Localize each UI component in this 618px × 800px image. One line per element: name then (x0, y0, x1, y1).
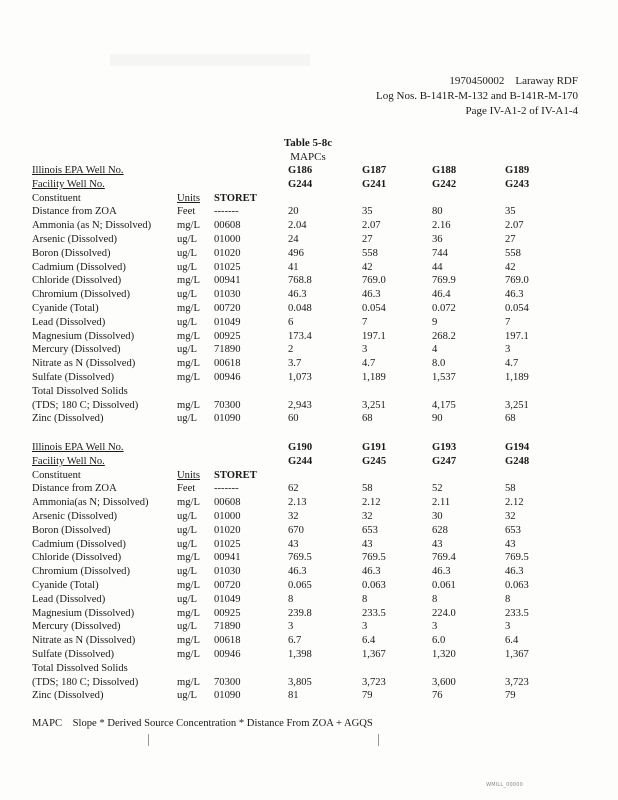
value-cell: 1,398 (288, 648, 312, 660)
value-cell: 79 (362, 690, 373, 702)
value-cell: 3 (432, 621, 438, 633)
value-cell: 0.054 (362, 302, 386, 314)
well-number: G188 (432, 165, 457, 176)
value-cell: 43 (288, 538, 299, 550)
value-cell: 233.5 (505, 607, 529, 619)
unit-cell: mg/L (177, 607, 200, 619)
unit-cell: mg/L (177, 497, 200, 509)
table-row (32, 399, 592, 413)
table-row (32, 343, 592, 357)
value-cell: 268.2 (432, 330, 456, 342)
unit-cell: ug/L (177, 316, 198, 328)
value-cell: 46.3 (288, 566, 307, 578)
value-cell: 42 (505, 261, 516, 273)
storet-code: ------- (214, 206, 239, 218)
storet-code: 70300 (214, 676, 241, 688)
well-number-row (32, 164, 592, 178)
value-cell: 4,175 (432, 399, 456, 411)
storet-code: 71890 (214, 344, 241, 356)
facility-well-number: G244 (288, 178, 313, 190)
constituent-name: Mercury (Dissolved) (32, 344, 121, 356)
value-cell: 58 (505, 483, 516, 495)
epa-well-label: Illinois EPA Well No. (32, 165, 124, 176)
value-cell: 4 (432, 344, 438, 356)
well-number-row (32, 441, 592, 455)
well-number: G190 (288, 442, 313, 453)
storet-code: 00946 (214, 648, 241, 660)
value-cell: 79 (505, 690, 516, 702)
table-row (32, 634, 592, 648)
storet-header: STORET (214, 192, 257, 204)
storet-code: 00941 (214, 552, 241, 564)
value-cell: 32 (362, 510, 373, 522)
storet-code: 00720 (214, 302, 241, 314)
constituent-name: Sulfate (Dissolved) (32, 371, 115, 383)
unit-cell: ug/L (177, 344, 198, 356)
unit-cell: ug/L (177, 593, 198, 605)
constituent-name: Magnesium (Dissolved) (32, 607, 135, 619)
header-id-line: 1970450002 Laraway RDF (449, 75, 578, 87)
value-cell: 32 (288, 510, 299, 522)
facility-well-number: G247 (432, 455, 457, 467)
value-cell: 8 (362, 593, 368, 605)
value-cell: 8 (505, 593, 511, 605)
table-row (32, 330, 592, 344)
value-cell: 8 (432, 593, 438, 605)
facility-well-number: G245 (362, 455, 387, 467)
value-cell: 68 (362, 413, 373, 425)
storet-code: 00608 (214, 497, 241, 509)
storet-code: 01049 (214, 593, 241, 605)
unit-cell: ug/L (177, 566, 198, 578)
table-caption (268, 136, 348, 164)
value-cell: 46.3 (288, 289, 307, 301)
storet-code: 01025 (214, 261, 241, 273)
facility-well-row (32, 178, 592, 192)
value-cell: 81 (288, 690, 299, 702)
value-cell: 2.07 (505, 220, 524, 232)
constituent-name: Chromium (Dissolved) (32, 566, 130, 578)
value-cell: 2,943 (288, 399, 312, 411)
epa-well-label: Illinois EPA Well No. (32, 442, 124, 453)
constituent-name: Cadmium (Dissolved) (32, 261, 126, 273)
bates-stamp: WMILL_00000 (486, 782, 523, 788)
constituent-name: Cyanide (Total) (32, 579, 99, 591)
column-header-row (32, 469, 592, 483)
well-number: G193 (432, 442, 457, 453)
value-cell: 60 (288, 413, 299, 425)
value-cell: 3.7 (288, 358, 302, 370)
facility-well-number: G243 (505, 178, 530, 190)
column-header-row (32, 192, 592, 206)
unit-cell: ug/L (177, 538, 198, 550)
constituent-name: Ammonia (as N; Dissolved) (32, 220, 152, 232)
storet-code: 01090 (214, 690, 241, 702)
value-cell: 1,367 (362, 648, 386, 660)
value-cell: 46.3 (505, 289, 524, 301)
table-row (32, 538, 592, 552)
value-cell: 3 (505, 344, 511, 356)
value-cell: 0.061 (432, 579, 456, 591)
well-number: G194 (505, 442, 530, 453)
value-cell: 744 (432, 247, 448, 259)
value-cell: 6.0 (432, 635, 446, 647)
facility-well-label: Facility Well No. (32, 455, 105, 467)
constituent-name: Boron (Dissolved) (32, 524, 111, 536)
value-cell: 769.0 (505, 275, 529, 287)
table-row (32, 371, 592, 385)
value-cell: 8.0 (432, 358, 446, 370)
constituent-name: Total Dissolved Solids (32, 385, 128, 397)
table-row (32, 247, 592, 261)
unit-cell: Feet (177, 206, 196, 218)
value-cell: 52 (432, 483, 443, 495)
value-cell: 80 (432, 206, 443, 218)
unit-cell: mg/L (177, 579, 200, 591)
table-row (32, 593, 592, 607)
value-cell: 30 (432, 510, 443, 522)
table-section-1 (32, 164, 592, 426)
storet-code: 00618 (214, 635, 241, 647)
header-log-line: Log Nos. B-141R-M-132 and B-141R-M-170 (376, 90, 578, 102)
table-row (32, 233, 592, 247)
value-cell: 0.054 (505, 302, 529, 314)
storet-code: 70300 (214, 399, 241, 411)
storet-code: 01090 (214, 413, 241, 425)
value-cell: 653 (362, 524, 378, 536)
well-number: G189 (505, 165, 530, 176)
unit-cell: mg/L (177, 302, 200, 314)
table-row (32, 524, 592, 538)
storet-header: STORET (214, 469, 257, 481)
value-cell: 0.048 (288, 302, 312, 314)
table-row (32, 551, 592, 565)
value-cell: 2.11 (432, 497, 451, 509)
unit-cell: ug/L (177, 413, 198, 425)
value-cell: 6.4 (362, 635, 376, 647)
constituent-name: Chloride (Dissolved) (32, 552, 122, 564)
value-cell: 1,189 (362, 371, 386, 383)
unit-cell: mg/L (177, 275, 200, 287)
facility-well-row (32, 455, 592, 469)
unit-cell: ug/L (177, 247, 198, 259)
value-cell: 233.5 (362, 607, 386, 619)
value-cell: 1,073 (288, 371, 312, 383)
constituent-name: (TDS; 180 C; Dissolved) (32, 676, 139, 688)
constituent-name: Distance from ZOA (32, 206, 117, 218)
value-cell: 496 (288, 247, 304, 259)
value-cell: 670 (288, 524, 304, 536)
unit-cell: ug/L (177, 690, 198, 702)
storet-code: 01000 (214, 233, 241, 245)
value-cell: 769.5 (505, 552, 529, 564)
value-cell: 2.04 (288, 220, 307, 232)
table-row (32, 510, 592, 524)
value-cell: 58 (362, 483, 373, 495)
value-cell: 0.063 (505, 579, 529, 591)
constituent-header: Constituent (32, 192, 81, 204)
value-cell: 769.9 (432, 275, 456, 287)
value-cell: 20 (288, 206, 299, 218)
value-cell: 1,367 (505, 648, 529, 660)
value-cell: 6.7 (288, 635, 302, 647)
table-row (32, 288, 592, 302)
value-cell: 0.063 (362, 579, 386, 591)
value-cell: 76 (432, 690, 443, 702)
value-cell: 41 (288, 261, 299, 273)
value-cell: 3,723 (362, 676, 386, 688)
value-cell: 653 (505, 524, 521, 536)
scan-smudge (110, 54, 310, 66)
value-cell: 7 (505, 316, 511, 328)
units-header: Units (177, 192, 200, 204)
table-row (32, 676, 592, 690)
constituent-name: (TDS; 180 C; Dissolved) (32, 399, 139, 411)
value-cell: 46.4 (432, 289, 451, 301)
constituent-name: Boron (Dissolved) (32, 247, 111, 259)
value-cell: 197.1 (505, 330, 529, 342)
table-row (32, 412, 592, 426)
storet-code: 01025 (214, 538, 241, 550)
unit-cell: ug/L (177, 289, 198, 301)
footer-formula: MAPC Slope * Derived Source Concentration * Distance From ZOA + AGQS (32, 718, 373, 729)
scan-tick-mark (378, 734, 379, 746)
unit-cell: mg/L (177, 676, 200, 688)
value-cell: 2.07 (362, 220, 381, 232)
constituent-name: Zinc (Dissolved) (32, 413, 104, 425)
value-cell: 0.072 (432, 302, 456, 314)
storet-code: 00925 (214, 607, 241, 619)
value-cell: 769.0 (362, 275, 386, 287)
unit-cell: ug/L (177, 621, 198, 633)
value-cell: 769.4 (432, 552, 456, 564)
constituent-name: Sulfate (Dissolved) (32, 648, 115, 660)
value-cell: 224.0 (432, 607, 456, 619)
value-cell: 35 (505, 206, 516, 218)
facility-well-label: Facility Well No. (32, 178, 105, 190)
unit-cell: ug/L (177, 510, 198, 522)
value-cell: 2.13 (288, 497, 307, 509)
constituent-name: Magnesium (Dissolved) (32, 330, 135, 342)
value-cell: 4.7 (505, 358, 519, 370)
value-cell: 46.3 (505, 566, 524, 578)
constituent-name: Lead (Dissolved) (32, 316, 106, 328)
table-row (32, 205, 592, 219)
document-header (376, 74, 578, 119)
unit-cell: mg/L (177, 358, 200, 370)
value-cell: 68 (505, 413, 516, 425)
value-cell: 1,537 (432, 371, 456, 383)
value-cell: 3,723 (505, 676, 529, 688)
unit-cell: mg/L (177, 399, 200, 411)
value-cell: 46.3 (432, 566, 451, 578)
storet-code: 01030 (214, 566, 241, 578)
table-row (32, 385, 592, 399)
value-cell: 3 (362, 621, 368, 633)
value-cell: 35 (362, 206, 373, 218)
value-cell: 2.16 (432, 220, 451, 232)
unit-cell: ug/L (177, 261, 198, 273)
unit-cell: mg/L (177, 220, 200, 232)
value-cell: 3,600 (432, 676, 456, 688)
storet-code: ------- (214, 483, 239, 495)
storet-code: 01030 (214, 289, 241, 301)
storet-code: 01000 (214, 510, 241, 522)
value-cell: 3,251 (362, 399, 386, 411)
constituent-name: Distance from ZOA (32, 483, 117, 495)
unit-cell: ug/L (177, 233, 198, 245)
value-cell: 3 (288, 621, 294, 633)
value-cell: 558 (505, 247, 521, 259)
facility-well-number: G244 (288, 455, 313, 467)
storet-code: 00720 (214, 579, 241, 591)
table-title: Table 5-8c (283, 137, 333, 149)
table-row (32, 620, 592, 634)
header-page-line: Page IV-A1-2 of IV-A1-4 (465, 105, 578, 117)
value-cell: 2.12 (505, 497, 524, 509)
value-cell: 32 (505, 510, 516, 522)
value-cell: 558 (362, 247, 378, 259)
unit-cell: Feet (177, 483, 196, 495)
table-row (32, 565, 592, 579)
units-header: Units (177, 469, 200, 481)
table-row (32, 579, 592, 593)
unit-cell: mg/L (177, 648, 200, 660)
storet-code: 71890 (214, 621, 241, 633)
value-cell: 6.4 (505, 635, 519, 647)
table-row (32, 662, 592, 676)
storet-code: 00941 (214, 275, 241, 287)
facility-well-number: G248 (505, 455, 530, 467)
value-cell: 768.8 (288, 275, 312, 287)
value-cell: 239.8 (288, 607, 312, 619)
well-number: G186 (288, 165, 313, 176)
value-cell: 46.3 (362, 289, 381, 301)
value-cell: 2 (288, 344, 294, 356)
constituent-name: Arsenic (Dissolved) (32, 510, 118, 522)
constituent-name: Nitrate as N (Dissolved) (32, 358, 136, 370)
storet-code: 01049 (214, 316, 241, 328)
value-cell: 3,251 (505, 399, 529, 411)
value-cell: 62 (288, 483, 299, 495)
constituent-name: Total Dissolved Solids (32, 662, 128, 674)
value-cell: 3 (505, 621, 511, 633)
scan-tick-mark (148, 734, 149, 746)
value-cell: 24 (288, 233, 299, 245)
storet-code: 01020 (214, 247, 241, 259)
well-number: G191 (362, 442, 387, 453)
table-row (32, 219, 592, 233)
facility-well-number: G242 (432, 178, 457, 190)
storet-code: 00925 (214, 330, 241, 342)
value-cell: 90 (432, 413, 443, 425)
facility-well-number: G241 (362, 178, 387, 190)
unit-cell: mg/L (177, 552, 200, 564)
table-row (32, 274, 592, 288)
table-row (32, 302, 592, 316)
unit-cell: mg/L (177, 330, 200, 342)
constituent-name: Zinc (Dissolved) (32, 690, 104, 702)
value-cell: 769.5 (362, 552, 386, 564)
table-row (32, 496, 592, 510)
value-cell: 8 (288, 593, 294, 605)
value-cell: 43 (505, 538, 516, 550)
storet-code: 01020 (214, 524, 241, 536)
value-cell: 1,320 (432, 648, 456, 660)
value-cell: 173.4 (288, 330, 312, 342)
table-subtitle: MAPCs (290, 151, 326, 163)
table-row (32, 482, 592, 496)
constituent-name: Mercury (Dissolved) (32, 621, 121, 633)
constituent-name: Lead (Dissolved) (32, 593, 106, 605)
storet-code: 00618 (214, 358, 241, 370)
constituent-name: Arsenic (Dissolved) (32, 233, 118, 245)
table-row (32, 648, 592, 662)
constituent-name: Chromium (Dissolved) (32, 289, 130, 301)
unit-cell: mg/L (177, 635, 200, 647)
value-cell: 3,805 (288, 676, 312, 688)
constituent-name: Chloride (Dissolved) (32, 275, 122, 287)
value-cell: 1,189 (505, 371, 529, 383)
value-cell: 4.7 (362, 358, 376, 370)
value-cell: 197.1 (362, 330, 386, 342)
constituent-name: Cadmium (Dissolved) (32, 538, 126, 550)
value-cell: 46.3 (362, 566, 381, 578)
table-row (32, 689, 592, 703)
value-cell: 0.065 (288, 579, 312, 591)
value-cell: 36 (432, 233, 443, 245)
value-cell: 43 (362, 538, 373, 550)
value-cell: 42 (362, 261, 373, 273)
value-cell: 7 (362, 316, 368, 328)
value-cell: 769.5 (288, 552, 312, 564)
value-cell: 43 (432, 538, 443, 550)
table-row (32, 261, 592, 275)
table-row (32, 316, 592, 330)
value-cell: 6 (288, 316, 294, 328)
value-cell: 44 (432, 261, 443, 273)
table-row (32, 607, 592, 621)
value-cell: 27 (505, 233, 516, 245)
constituent-name: Ammonia(as N; Dissolved) (32, 497, 149, 509)
unit-cell: ug/L (177, 524, 198, 536)
value-cell: 9 (432, 316, 438, 328)
constituent-header: Constituent (32, 469, 81, 481)
unit-cell: mg/L (177, 371, 200, 383)
value-cell: 628 (432, 524, 448, 536)
well-number: G187 (362, 165, 387, 176)
value-cell: 27 (362, 233, 373, 245)
storet-code: 00608 (214, 220, 241, 232)
value-cell: 2.12 (362, 497, 381, 509)
constituent-name: Nitrate as N (Dissolved) (32, 635, 136, 647)
constituent-name: Cyanide (Total) (32, 302, 99, 314)
table-section-2 (32, 441, 592, 703)
table-row (32, 357, 592, 371)
storet-code: 00946 (214, 371, 241, 383)
value-cell: 3 (362, 344, 368, 356)
